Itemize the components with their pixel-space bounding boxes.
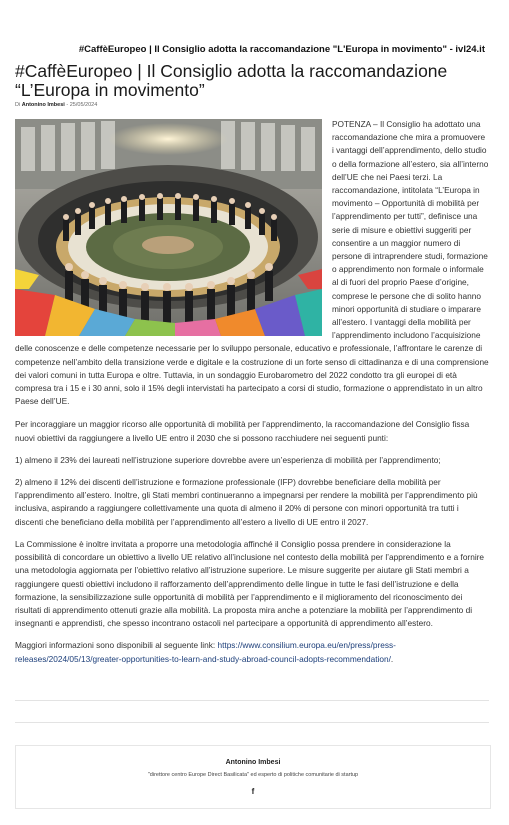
- article-paragraph: La Commissione è inoltre invitata a proporre una metodologia affinché il Consiglio possa prendere in considerazione la possibilità di concordare un obiettivo a livello UE relativo all’inclusione nel contesto della mobilità per l’apprendimento e a fornire una metodologia aggiornata per l’obiettivo relativo all’istruzione superiore. Le misure suggerite per aiutare gli Stati membri a raggiungere questi obiettivi includono il rafforzamento dell’apprendimento delle lingue in tutte le fasi dell’istruzione e della formazione, la sensibilizzazione sulle opportunità di mobilità per l’apprendimento e il miglioramento del riconoscimento dei risultati di apprendimento ottenuti grazie alla mobilità. La proposta mira anche a potenziare la mobilità per l’apprendimento di insegnanti e apprendisti, che spesso incontrano ostacoli nel partecipare a opportunità di apprendimento all’estero.: [15, 538, 485, 629]
- more-info-paragraph: [15, 639, 489, 665]
- author-bio: "direttore centro Europe Direct Basilicata" ed esperto di politiche comunitarie di startup: [147, 772, 359, 778]
- article-paragraph: Per incoraggiare un maggior ricorso alle opportunità di mobilità per l’apprendimento, la raccomandazione del Consiglio fissa nuovi obiettivi da raggiungere a livello UE entro il 2030 che si possono racchiudere nei seguenti punti:: [15, 419, 470, 443]
- site-title-bar: #CaffèEuropeo | Il Consiglio adotta la raccomandazione "L'Europa in movimento" - ivl24.it: [78, 44, 485, 55]
- byline-prefix: Di: [15, 102, 21, 108]
- article-paragraph: POTENZA – Il Consiglio ha adottato una raccomandazione che mira a promuovere i vantaggi dell’apprendimento, dello studio o della formazione all’estero, sia all’interno dell’UE che nei Paesi terzi. La raccomandazione, intitolata “L’Europa in movimento – Opportunità di mobilità per l’apprendimento per tutti”, definisce una serie di misure e obiettivi suggeriti per consentire a un maggior numero di persone di intraprendere studi, formazione o apprendimento non formale o informale al di fuori del proprio Paese d’origine, comprese le persone che di solito hanno minori opportunità di studiare o imparare all’estero. I vantaggi della mobilità per l’apprendimento includono l’acquisizione delle conoscenze e delle competenze necessarie per lo sviluppo personale, educativo e professionale, l’affrontare le carenze di competenze nell’ambito della transizione verde e digitale e la costruzione di un forte senso di cittadinanza e di una comprensione dei valori comuni in tutta Europa e oltre. Tuttavia, in un sondaggio Eurobarometro del 2022 condotto tra gli europei di età compresa tra i 15 e i 30 anni, solo il 15% degli intervistati ha partecipato a corsi di studio, formazione o apprendistato in un altro Paese dell’UE.: [15, 119, 489, 407]
- article-title: #CaffèEuropeo | Il Consiglio adotta la raccomandazione “L’Europa in movimento”: [15, 61, 448, 100]
- more-info-text: Maggiori informazioni sono disponibili al seguente link:: [15, 640, 218, 651]
- article-paragraph: 1) almeno il 23% dei laureati nell’istruzione superiore dovrebbe avere un’esperienza di mobilità per l’apprendimento;: [15, 454, 441, 465]
- section-divider: [15, 722, 489, 723]
- author-box: [15, 745, 491, 809]
- council-meeting-photo: [15, 119, 322, 336]
- more-info-suffix: .: [390, 653, 394, 664]
- article-byline: [15, 102, 97, 108]
- article-body: [15, 118, 489, 675]
- facebook-icon[interactable]: f: [251, 787, 255, 796]
- article-paragraph: 2) almeno il 12% dei discenti dell’istruzione e formazione professionale (IFP) dovrebbe beneficiare della mobilità per l’apprendimento all’estero. Inoltre, gli Stati membri continueranno a impegnarsi per rendere la mobilità per l’apprendimento più inclusiva, aspirando a raggiungere collettivamente una quota di almeno il 20% di persone con minori opportunità tra tutti i discenti che beneficiano della mobilità per l’apprendimento all’estero a livello di UE entro il 2027.: [15, 477, 478, 527]
- article-hero-image: [15, 119, 322, 336]
- byline-separator: -: [66, 102, 69, 108]
- press-release-link[interactable]: https://www.consilium.europa.eu/en/press/press-releases/2024/05/13/greater-opportunities-to-learn-and-study-abroad-council-adopts-recommendation/: [15, 640, 396, 664]
- section-divider: [15, 700, 489, 701]
- publish-date: 25/05/2024: [69, 102, 98, 108]
- author-name[interactable]: Antonino Imbesi: [225, 759, 281, 766]
- author-link[interactable]: Antonino Imbesi: [21, 102, 65, 108]
